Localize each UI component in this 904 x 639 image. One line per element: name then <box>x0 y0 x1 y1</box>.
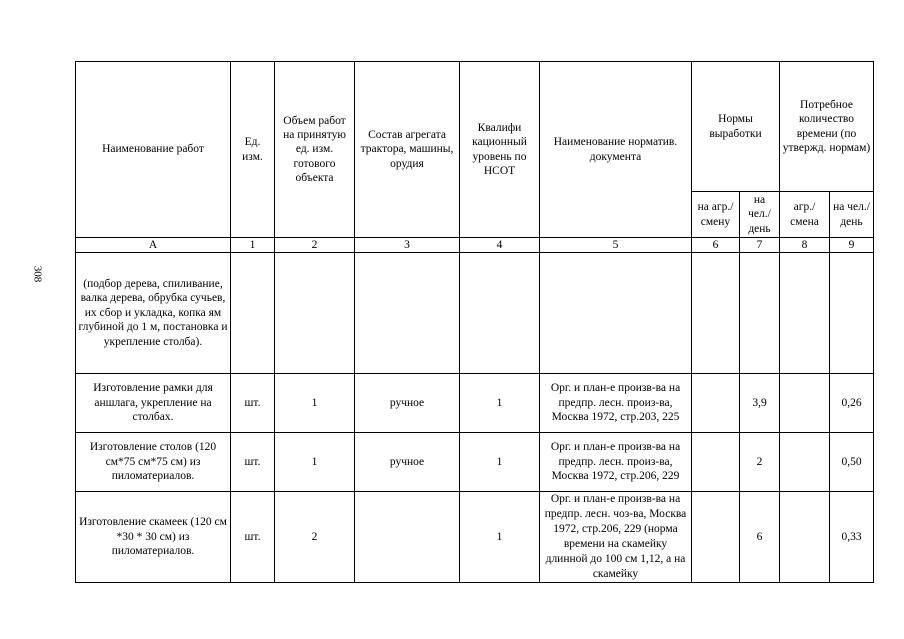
cell-time-agr <box>780 492 830 583</box>
header-unit: Ед. изм. <box>231 62 275 238</box>
cell-time-person: 0,33 <box>830 492 874 583</box>
column-number: А <box>76 238 231 253</box>
header-volume: Объем работ на принятую ед. изм. готового объекта <box>275 62 355 238</box>
cell-qualification: 1 <box>460 492 540 583</box>
cell-name: Изготовление рамки для аншлага, укрепление на столбах. <box>76 374 231 433</box>
cell-unit: шт. <box>231 374 275 433</box>
cell-norm-agr <box>692 433 740 492</box>
cell-qualification: 1 <box>460 374 540 433</box>
header-qualification: Квалифи кационный уровень по НСОТ <box>460 62 540 238</box>
cell-document: Орг. и план-е произв-ва на предпр. лесн. произ-ва, Москва 1972, стр.203, 225 <box>540 374 692 433</box>
cell-time-person: 0,50 <box>830 433 874 492</box>
column-number: 7 <box>740 238 780 253</box>
cell-volume <box>275 253 355 374</box>
cell-name: Изготовление столов (120 см*75 см*75 см) из пиломатериалов. <box>76 433 231 492</box>
cell-name: (подбор дерева, спиливание, валка дерева, обрубка сучьев, их сбор и укладка, копка ям глубиной до 1 м, постановка и укрепление столба). <box>76 253 231 374</box>
cell-norm-person: 3,9 <box>740 374 780 433</box>
cell-time-agr <box>780 433 830 492</box>
cell-composition: ручное <box>355 374 460 433</box>
cell-document <box>540 253 692 374</box>
header-norms: Нормы выработки <box>692 62 780 192</box>
table-row <box>76 374 874 433</box>
cell-norm-agr <box>692 253 740 374</box>
table-row <box>76 253 874 374</box>
cell-volume: 1 <box>275 374 355 433</box>
column-number: 8 <box>780 238 830 253</box>
column-number: 6 <box>692 238 740 253</box>
cell-norm-person <box>740 253 780 374</box>
column-number: 2 <box>275 238 355 253</box>
column-number: 4 <box>460 238 540 253</box>
cell-composition <box>355 492 460 583</box>
cell-time-person: 0,26 <box>830 374 874 433</box>
cell-composition <box>355 253 460 374</box>
column-number: 9 <box>830 238 874 253</box>
cell-document: Орг. и план-е произв-ва на предпр. лесн. произ-ва, Москва 1972, стр.206, 229 <box>540 433 692 492</box>
cell-unit: шт. <box>231 433 275 492</box>
work-norms-table <box>75 61 874 583</box>
table-row <box>76 433 874 492</box>
table-row <box>76 492 874 583</box>
column-number: 3 <box>355 238 460 253</box>
cell-norm-agr <box>692 492 740 583</box>
cell-unit <box>231 253 275 374</box>
cell-composition: ручное <box>355 433 460 492</box>
header-norms-person: на чел./ день <box>740 192 780 238</box>
header-time-agr: агр./ смена <box>780 192 830 238</box>
cell-qualification <box>460 253 540 374</box>
column-number: 5 <box>540 238 692 253</box>
cell-volume: 1 <box>275 433 355 492</box>
cell-time-agr <box>780 374 830 433</box>
page-number: 308 <box>31 265 44 283</box>
cell-norm-agr <box>692 374 740 433</box>
cell-unit: шт. <box>231 492 275 583</box>
cell-time-agr <box>780 253 830 374</box>
header-time-person: на чел./ день <box>830 192 874 238</box>
cell-document: Орг. и план-е произв-ва на предпр. лесн. чоз-ва, Москва 1972, стр.206, 229 (норма времени на скамейку длинной до 100 см 1,12, а на скамейку <box>540 492 692 583</box>
column-numbers-row <box>76 238 874 253</box>
cell-volume: 2 <box>275 492 355 583</box>
header-row-1 <box>76 62 874 192</box>
cell-norm-person: 2 <box>740 433 780 492</box>
header-document: Наименование норматив. документа <box>540 62 692 238</box>
cell-qualification: 1 <box>460 433 540 492</box>
header-time: Потребное количество времени (по утвержд. нормам) <box>780 62 874 192</box>
header-name: Наименование работ <box>76 62 231 238</box>
header-composition: Состав агрегата трактора, машины, орудия <box>355 62 460 238</box>
column-number: 1 <box>231 238 275 253</box>
header-norms-agr: на агр./ смену <box>692 192 740 238</box>
cell-name: Изготовление скамеек (120 см *30 * 30 см) из пиломатериалов. <box>76 492 231 583</box>
cell-time-person <box>830 253 874 374</box>
cell-norm-person: 6 <box>740 492 780 583</box>
